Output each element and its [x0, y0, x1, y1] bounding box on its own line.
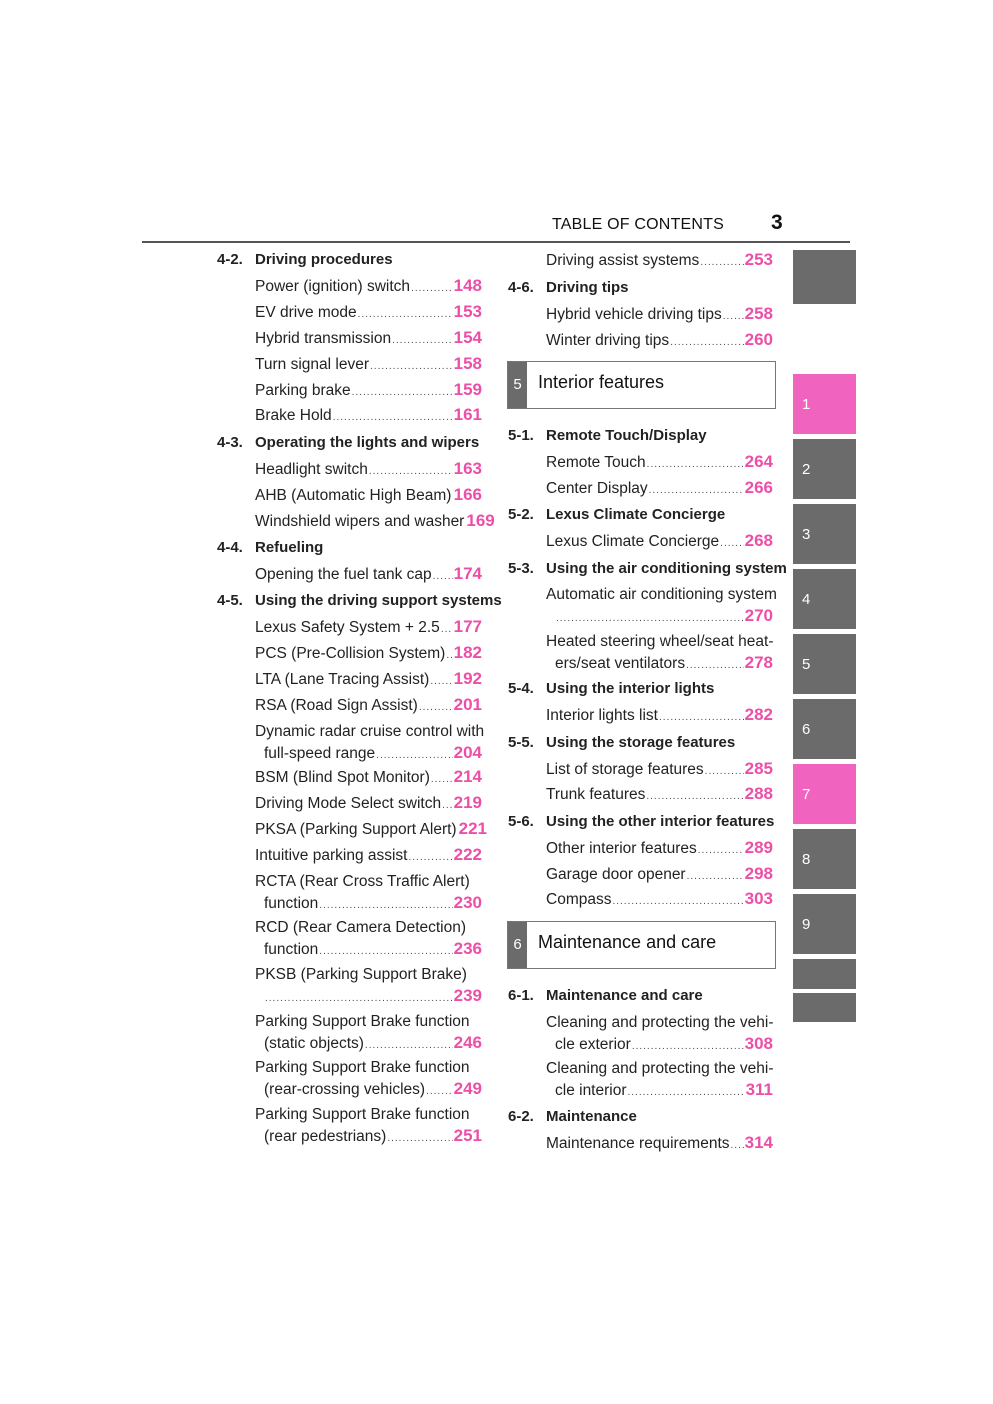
dot-leader — [319, 893, 452, 917]
toc-entry[interactable] — [546, 1058, 773, 1101]
entry-title: Driving assist systems — [546, 252, 700, 269]
section-heading[interactable] — [508, 558, 787, 580]
header-title: TABLE OF CONTENTS — [552, 216, 725, 233]
entry-title: LTA (Lane Tracing Assist) — [255, 671, 430, 688]
entry-title: Center Display — [546, 480, 648, 497]
dot-leader — [628, 1080, 745, 1104]
entry-page: 192 — [453, 669, 482, 688]
entry-title: Opening the fuel tank cap — [255, 566, 432, 583]
toc-entry[interactable] — [546, 783, 773, 805]
toc-entry[interactable] — [546, 1132, 773, 1154]
dot-leader — [387, 1126, 452, 1150]
tab-chapter-5[interactable] — [793, 634, 856, 694]
toc-entry[interactable] — [255, 1057, 482, 1100]
entry-page: 214 — [453, 767, 482, 786]
entry-title: PKSA (Parking Support Alert) — [255, 821, 457, 838]
header-divider — [142, 241, 850, 243]
toc-entry[interactable] — [546, 758, 773, 780]
dot-leader — [647, 452, 744, 476]
section-number: 4-6. — [508, 279, 534, 296]
tab-label: 2 — [802, 461, 811, 478]
entry-page: 159 — [453, 380, 482, 399]
toc-entry[interactable] — [255, 871, 482, 914]
entry-page: 278 — [744, 653, 773, 672]
section-number: 5-3. — [508, 560, 534, 577]
entry-title: Headlight switch — [255, 461, 368, 478]
tab-chapter-3[interactable] — [793, 504, 856, 564]
entry-page: 158 — [453, 354, 482, 373]
page-number: 3 — [771, 211, 783, 234]
tab-chapter-9[interactable] — [793, 894, 856, 954]
entry-title: AHB (Automatic High Beam) — [255, 487, 452, 504]
dot-leader — [731, 1133, 744, 1157]
entry-page: 148 — [453, 276, 482, 295]
tab-label: 6 — [802, 721, 811, 738]
entry-title-continued: function — [264, 941, 319, 958]
chapter-heading-maintenance-and-care[interactable] — [507, 921, 776, 969]
toc-entry[interactable] — [546, 477, 773, 499]
toc-entry[interactable] — [546, 329, 773, 351]
entry-page: 270 — [744, 606, 773, 625]
entry-title: Brake Hold — [255, 407, 332, 424]
entry-page: 264 — [744, 452, 773, 471]
section-heading[interactable] — [508, 985, 778, 1007]
section-title: Refueling — [255, 539, 324, 556]
section-title: Using the interior lights — [546, 680, 715, 697]
tab-chapter-2[interactable] — [793, 439, 856, 499]
toc-entry[interactable] — [255, 792, 482, 814]
section-title: Maintenance and care — [546, 987, 703, 1004]
tab-label: 9 — [802, 916, 811, 933]
entry-title-continued: cle interior — [555, 1082, 627, 1099]
toc-entry[interactable] — [255, 721, 485, 764]
section-heading[interactable] — [508, 732, 778, 754]
toc-entry[interactable] — [546, 530, 773, 552]
entry-title: List of storage features — [546, 761, 704, 778]
section-title: Using the air conditioning system — [546, 560, 787, 577]
entry-title: RSA (Road Sign Assist) — [255, 697, 418, 714]
entry-title: EV drive mode — [255, 304, 357, 321]
tab-label: 3 — [802, 526, 811, 543]
tab-label: 7 — [802, 786, 811, 803]
entry-title: Parking Support Brake function — [255, 1013, 470, 1030]
toc-entry[interactable] — [255, 327, 482, 349]
dot-leader — [556, 606, 744, 630]
dot-leader — [632, 1034, 744, 1058]
section-heading[interactable] — [508, 811, 778, 833]
tab-label: 8 — [802, 851, 811, 868]
entry-page: 298 — [744, 864, 773, 883]
section-number: 5-4. — [508, 680, 534, 697]
entry-title: Driving Mode Select switch — [255, 795, 442, 812]
dot-leader — [369, 459, 453, 483]
section-heading[interactable] — [217, 249, 487, 271]
toc-entry[interactable] — [255, 563, 482, 585]
entry-title: Cleaning and protecting the vehi- — [546, 1060, 774, 1077]
section-number: 4-2. — [217, 251, 243, 268]
entry-title: Hybrid transmission — [255, 330, 392, 347]
entry-page: 253 — [744, 250, 773, 269]
dot-leader — [376, 743, 452, 767]
entry-title: RCD (Rear Camera Detection) — [255, 919, 467, 936]
entry-page: 177 — [453, 617, 482, 636]
entry-page: 163 — [453, 459, 482, 478]
chapter-number-badge: 6 — [508, 922, 527, 968]
entry-page: 308 — [744, 1034, 773, 1053]
dot-leader — [430, 669, 452, 693]
entry-page: 201 — [453, 695, 482, 714]
dot-leader — [723, 304, 744, 328]
dot-leader — [700, 250, 743, 274]
dot-leader — [441, 617, 453, 641]
entry-title-continued: ers/seat ventilators — [555, 655, 686, 672]
toc-entry[interactable] — [255, 917, 482, 960]
entry-title: Cleaning and protecting the vehi- — [546, 1014, 774, 1031]
dot-leader — [419, 695, 453, 719]
dot-leader — [370, 354, 453, 378]
dot-leader — [686, 653, 744, 677]
entry-page: 251 — [453, 1126, 482, 1145]
entry-page: 230 — [453, 893, 482, 912]
toc-entry[interactable] — [546, 451, 773, 473]
toc-entry[interactable] — [255, 301, 482, 323]
entry-title-continued: (rear-crossing vehicles) — [264, 1081, 426, 1098]
dot-leader — [687, 864, 744, 888]
tab-index-a[interactable] — [793, 959, 856, 989]
entry-title-continued: cle exterior — [555, 1036, 631, 1053]
toc-entry[interactable] — [255, 766, 482, 788]
dot-leader — [720, 531, 743, 555]
entry-title: Parking brake — [255, 382, 351, 399]
section-title: Maintenance — [546, 1108, 637, 1125]
section-title: Using the driving support systems — [255, 592, 502, 609]
dot-leader — [705, 759, 744, 783]
entry-page: 166 — [453, 485, 482, 504]
entry-page: 268 — [744, 531, 773, 550]
toc-entry[interactable] — [546, 303, 773, 325]
toc-entry[interactable] — [546, 863, 773, 885]
tab-chapter-7[interactable] — [793, 764, 856, 824]
entry-page: 249 — [453, 1079, 482, 1098]
section-title: Driving tips — [546, 279, 629, 296]
dot-leader — [649, 478, 744, 502]
section-title: Using the other interior features — [546, 813, 775, 830]
entry-page: 174 — [453, 564, 482, 583]
toc-entry[interactable] — [546, 704, 773, 726]
entry-title: Parking Support Brake function — [255, 1059, 470, 1076]
dot-leader — [659, 705, 744, 729]
entry-page: 222 — [453, 845, 482, 864]
entry-page: 204 — [453, 743, 482, 762]
section-heading[interactable] — [508, 1106, 778, 1128]
entry-page: 289 — [744, 838, 773, 857]
toc-entry[interactable] — [546, 631, 773, 674]
section-number: 5-1. — [508, 427, 534, 444]
entry-page: 303 — [744, 889, 773, 908]
toc-entry[interactable] — [255, 642, 482, 664]
entry-title: Garage door opener — [546, 866, 686, 883]
entry-page: 169 — [466, 511, 495, 530]
dot-leader — [333, 405, 453, 429]
entry-title: Trunk features — [546, 786, 646, 803]
toc-entry[interactable] — [255, 616, 482, 638]
section-number: 6-1. — [508, 987, 534, 1004]
entry-page: 314 — [744, 1133, 773, 1152]
toc-entry[interactable] — [255, 844, 482, 866]
entry-title: Interior lights list — [546, 707, 658, 724]
section-number: 5-2. — [508, 506, 534, 523]
dot-leader — [411, 276, 453, 300]
dot-leader — [646, 784, 743, 808]
tab-chapter-1[interactable] — [793, 374, 856, 434]
section-number: 5-5. — [508, 734, 534, 751]
dot-leader — [265, 986, 453, 1010]
chapter-title: Maintenance and care — [538, 932, 717, 952]
section-heading[interactable] — [217, 432, 487, 454]
toc-entry[interactable] — [255, 1104, 482, 1147]
entry-title-continued: full-speed range — [264, 745, 376, 762]
toc-entry[interactable] — [255, 275, 482, 297]
entry-title: Intuitive parking assist — [255, 847, 408, 864]
tab-label: 5 — [802, 656, 811, 673]
dot-leader — [365, 1033, 453, 1057]
dot-leader — [433, 564, 453, 588]
entry-title: Lexus Climate Concierge — [546, 533, 720, 550]
toc-entry[interactable] — [255, 818, 487, 840]
toc-entry[interactable] — [255, 404, 482, 426]
entry-title-continued: function — [264, 895, 319, 912]
dot-leader — [431, 767, 453, 791]
toc-entry[interactable] — [546, 249, 773, 271]
entry-page: 239 — [453, 986, 482, 1005]
toc-entry[interactable] — [546, 837, 773, 859]
entry-page: 282 — [744, 705, 773, 724]
entry-title: Power (ignition) switch — [255, 278, 411, 295]
entry-title: Heated steering wheel/seat heat- — [546, 633, 774, 650]
toc-entry[interactable] — [255, 484, 482, 506]
dot-leader — [698, 838, 744, 862]
section-heading[interactable] — [217, 537, 487, 559]
section-title: Lexus Climate Concierge — [546, 506, 726, 523]
toc-entry[interactable] — [255, 353, 482, 375]
entry-title-continued: (static objects) — [264, 1035, 364, 1052]
toc-entry[interactable] — [255, 1011, 482, 1054]
entry-title: Windshield wipers and washer — [255, 513, 465, 530]
entry-title-continued: (rear pedestrians) — [264, 1128, 387, 1145]
section-number: 4-4. — [217, 539, 243, 556]
chapter-heading-interior-features[interactable] — [507, 361, 776, 409]
entry-title: Remote Touch — [546, 454, 646, 471]
entry-page: 153 — [453, 302, 482, 321]
toc-entry[interactable] — [546, 888, 773, 910]
entry-page: 288 — [744, 784, 773, 803]
section-title: Operating the lights and wipers — [255, 434, 480, 451]
entry-page: 266 — [744, 478, 773, 497]
dot-leader — [442, 793, 453, 817]
dot-leader — [352, 380, 453, 404]
entry-title: Automatic air conditioning system — [546, 586, 777, 603]
toc-entry[interactable] — [255, 510, 495, 532]
tab-label: 1 — [802, 396, 811, 413]
dot-leader — [426, 1079, 453, 1103]
entry-title: Hybrid vehicle driving tips — [546, 306, 722, 323]
section-heading[interactable] — [508, 277, 778, 299]
entry-title: PCS (Pre-Collision System) — [255, 645, 446, 662]
tab-contents[interactable] — [793, 250, 856, 304]
dot-leader — [319, 939, 452, 963]
section-title: Using the storage features — [546, 734, 736, 751]
entry-page: 221 — [458, 819, 487, 838]
chapter-title: Interior features — [538, 372, 665, 392]
dot-leader — [392, 328, 453, 352]
dot-leader — [358, 302, 453, 326]
entry-title: Parking Support Brake function — [255, 1106, 470, 1123]
toc-entry[interactable] — [546, 584, 777, 627]
entry-page: 161 — [453, 405, 482, 424]
entry-page: 246 — [453, 1033, 482, 1052]
entry-title: Other interior features — [546, 840, 697, 857]
entry-title: BSM (Blind Spot Monitor) — [255, 769, 430, 786]
dot-leader — [612, 889, 743, 913]
chapter-number-badge: 5 — [508, 362, 527, 408]
section-number: 6-2. — [508, 1108, 534, 1125]
tab-label: 4 — [802, 591, 811, 608]
section-heading[interactable] — [508, 678, 778, 700]
dot-leader — [446, 643, 452, 667]
entry-page: 260 — [744, 330, 773, 349]
section-number: 4-3. — [217, 434, 243, 451]
toc-entry[interactable] — [546, 1012, 773, 1055]
toc-entry[interactable] — [255, 458, 482, 480]
entry-page: 154 — [453, 328, 482, 347]
entry-page: 311 — [745, 1080, 773, 1099]
section-title: Driving procedures — [255, 251, 393, 268]
dot-leader — [409, 845, 453, 869]
entry-page: 236 — [453, 939, 482, 958]
section-heading[interactable] — [508, 504, 778, 526]
entry-title: Compass — [546, 891, 612, 908]
tab-chapter-6[interactable] — [793, 699, 856, 759]
toc-entry[interactable] — [255, 379, 482, 401]
entry-title: Lexus Safety System + 2.5 — [255, 619, 440, 636]
entry-page: 285 — [744, 759, 773, 778]
section-heading[interactable] — [217, 590, 502, 612]
entry-title: Turn signal lever — [255, 356, 370, 373]
tab-chapter-8[interactable] — [793, 829, 856, 889]
entry-title: Dynamic radar cruise control with — [255, 723, 485, 740]
section-number: 5-6. — [508, 813, 534, 830]
entry-title: Maintenance requirements — [546, 1135, 730, 1152]
entry-title: Winter driving tips — [546, 332, 670, 349]
section-title: Remote Touch/Display — [546, 427, 707, 444]
entry-title: PKSB (Parking Support Brake) — [255, 966, 467, 983]
entry-page: 219 — [453, 793, 482, 812]
entry-title: RCTA (Rear Cross Traffic Alert) — [255, 873, 470, 890]
section-number: 4-5. — [217, 592, 243, 609]
dot-leader — [670, 330, 743, 354]
entry-page: 182 — [453, 643, 482, 662]
section-heading[interactable] — [508, 425, 778, 447]
toc-entry[interactable] — [255, 694, 482, 716]
tab-index-b[interactable] — [793, 993, 856, 1022]
toc-entry[interactable] — [255, 668, 482, 690]
entry-page: 258 — [744, 304, 773, 323]
tab-chapter-4[interactable] — [793, 569, 856, 629]
toc-entry[interactable] — [255, 964, 482, 1007]
